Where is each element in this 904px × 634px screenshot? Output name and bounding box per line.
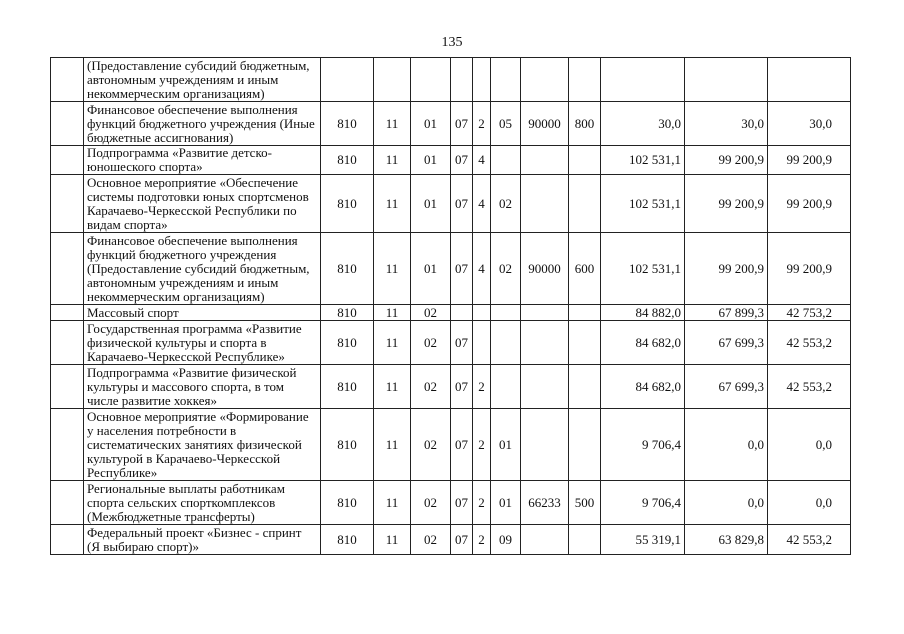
- subsection-code: 01: [411, 175, 451, 233]
- event-code: [491, 305, 521, 321]
- amount-year-3: 42 553,2: [768, 321, 851, 365]
- item-name: Государственная программа «Развитие физической культуры и спорта в Карачаево-Черкесской Республике»: [84, 321, 321, 365]
- amount-year-1: 84 882,0: [601, 305, 685, 321]
- expense-type-code: [569, 305, 601, 321]
- section-code: 11: [374, 102, 411, 146]
- ministry-code: 810: [321, 409, 374, 481]
- item-name: Массовый спорт: [84, 305, 321, 321]
- row-number-cell: [51, 321, 84, 365]
- event-code: 01: [491, 481, 521, 525]
- table-row: [51, 58, 851, 102]
- table-row: [51, 146, 851, 175]
- expense-type-code: [569, 321, 601, 365]
- item-name: Подпрограмма «Развитие детско-юношеского спорта»: [84, 146, 321, 175]
- amount-year-3: 30,0: [768, 102, 851, 146]
- section-code: 11: [374, 175, 411, 233]
- ministry-code: 810: [321, 481, 374, 525]
- expense-type-code: 500: [569, 481, 601, 525]
- expense-type-code: [569, 146, 601, 175]
- item-name: (Предоставление субсидий бюджетным, автономным учреждениям и иным некоммерческим организациям): [84, 58, 321, 102]
- program-code: 07: [451, 233, 473, 305]
- direction-code: [521, 146, 569, 175]
- item-name: Региональные выплаты работникам спорта сельских спорткомплексов (Межбюджетные трансферты): [84, 481, 321, 525]
- table-row: [51, 321, 851, 365]
- program-code: 07: [451, 409, 473, 481]
- subsection-code: 02: [411, 305, 451, 321]
- amount-year-1: 102 531,1: [601, 233, 685, 305]
- amount-year-3: 42 753,2: [768, 305, 851, 321]
- subprogram-code: 4: [473, 175, 491, 233]
- program-code: 07: [451, 525, 473, 555]
- table-row: [51, 233, 851, 305]
- amount-year-1: 55 319,1: [601, 525, 685, 555]
- budget-table: [50, 57, 851, 555]
- program-code: 07: [451, 102, 473, 146]
- amount-year-2: 30,0: [685, 102, 768, 146]
- event-code: 05: [491, 102, 521, 146]
- amount-year-3: 99 200,9: [768, 233, 851, 305]
- program-code: [451, 305, 473, 321]
- table-row: [51, 409, 851, 481]
- subprogram-code: 2: [473, 409, 491, 481]
- program-code: 07: [451, 365, 473, 409]
- direction-code: [521, 321, 569, 365]
- subprogram-code: 2: [473, 481, 491, 525]
- row-number-cell: [51, 305, 84, 321]
- table-row: [51, 481, 851, 525]
- amount-year-1: 102 531,1: [601, 146, 685, 175]
- subprogram-code: [473, 305, 491, 321]
- direction-code: [521, 305, 569, 321]
- amount-year-2: [685, 58, 768, 102]
- amount-year-2: 67 699,3: [685, 321, 768, 365]
- subprogram-code: 4: [473, 233, 491, 305]
- direction-code: [521, 365, 569, 409]
- ministry-code: 810: [321, 146, 374, 175]
- row-number-cell: [51, 58, 84, 102]
- row-number-cell: [51, 233, 84, 305]
- program-code: 07: [451, 321, 473, 365]
- item-name: Подпрограмма «Развитие физической культуры и массового спорта, в том числе развитие хоккея»: [84, 365, 321, 409]
- section-code: [374, 58, 411, 102]
- expense-type-code: 800: [569, 102, 601, 146]
- expense-type-code: 600: [569, 233, 601, 305]
- ministry-code: 810: [321, 102, 374, 146]
- ministry-code: 810: [321, 321, 374, 365]
- table-row: [51, 525, 851, 555]
- event-code: [491, 58, 521, 102]
- section-code: 11: [374, 321, 411, 365]
- row-number-cell: [51, 365, 84, 409]
- direction-code: 90000: [521, 233, 569, 305]
- event-code: [491, 321, 521, 365]
- expense-type-code: [569, 175, 601, 233]
- amount-year-2: 0,0: [685, 409, 768, 481]
- amount-year-1: 9 706,4: [601, 409, 685, 481]
- subprogram-code: 2: [473, 365, 491, 409]
- subsection-code: [411, 58, 451, 102]
- table-row: [51, 175, 851, 233]
- row-number-cell: [51, 102, 84, 146]
- amount-year-3: 0,0: [768, 409, 851, 481]
- direction-code: [521, 58, 569, 102]
- subprogram-code: [473, 321, 491, 365]
- section-code: 11: [374, 233, 411, 305]
- subsection-code: 02: [411, 481, 451, 525]
- table-body: [51, 58, 851, 555]
- amount-year-3: 42 553,2: [768, 525, 851, 555]
- event-code: 01: [491, 409, 521, 481]
- row-number-cell: [51, 175, 84, 233]
- event-code: 02: [491, 233, 521, 305]
- ministry-code: [321, 58, 374, 102]
- row-number-cell: [51, 146, 84, 175]
- subprogram-code: [473, 58, 491, 102]
- amount-year-1: [601, 58, 685, 102]
- section-code: 11: [374, 305, 411, 321]
- amount-year-2: 63 829,8: [685, 525, 768, 555]
- ministry-code: 810: [321, 175, 374, 233]
- amount-year-3: 42 553,2: [768, 365, 851, 409]
- event-code: [491, 146, 521, 175]
- expense-type-code: [569, 58, 601, 102]
- ministry-code: 810: [321, 365, 374, 409]
- direction-code: [521, 409, 569, 481]
- event-code: [491, 365, 521, 409]
- expense-type-code: [569, 365, 601, 409]
- page-number: 135: [441, 35, 463, 50]
- subsection-code: 02: [411, 525, 451, 555]
- amount-year-3: 99 200,9: [768, 175, 851, 233]
- ministry-code: 810: [321, 233, 374, 305]
- subsection-code: 01: [411, 146, 451, 175]
- item-name: Основное мероприятие «Обеспечение системы подготовки юных спортсменов Карачаево-Черкесской Республики по видам спорта»: [84, 175, 321, 233]
- subprogram-code: 2: [473, 102, 491, 146]
- event-code: 09: [491, 525, 521, 555]
- item-name: Федеральный проект «Бизнес - спринт (Я выбираю спорт)»: [84, 525, 321, 555]
- direction-code: 90000: [521, 102, 569, 146]
- row-number-cell: [51, 525, 84, 555]
- amount-year-1: 84 682,0: [601, 321, 685, 365]
- program-code: 07: [451, 175, 473, 233]
- section-code: 11: [374, 525, 411, 555]
- subsection-code: 01: [411, 233, 451, 305]
- expense-type-code: [569, 525, 601, 555]
- amount-year-1: 84 682,0: [601, 365, 685, 409]
- direction-code: 66233: [521, 481, 569, 525]
- amount-year-2: 0,0: [685, 481, 768, 525]
- item-name: Финансовое обеспечение выполнения функций бюджетного учреждения (Предоставление субсидий бюджетным, автономным учреждениям и иным некоммерческим организациям): [84, 233, 321, 305]
- subprogram-code: 4: [473, 146, 491, 175]
- subprogram-code: 2: [473, 525, 491, 555]
- amount-year-1: 30,0: [601, 102, 685, 146]
- amount-year-2: 99 200,9: [685, 175, 768, 233]
- ministry-code: 810: [321, 525, 374, 555]
- program-code: 07: [451, 146, 473, 175]
- amount-year-2: 67 699,3: [685, 365, 768, 409]
- table-row: [51, 102, 851, 146]
- amount-year-2: 99 200,9: [685, 233, 768, 305]
- expense-type-code: [569, 409, 601, 481]
- table-row: [51, 305, 851, 321]
- direction-code: [521, 525, 569, 555]
- table-row: [51, 365, 851, 409]
- ministry-code: 810: [321, 305, 374, 321]
- amount-year-3: 0,0: [768, 481, 851, 525]
- subsection-code: 02: [411, 321, 451, 365]
- row-number-cell: [51, 481, 84, 525]
- item-name: Финансовое обеспечение выполнения функций бюджетного учреждения (Иные бюджетные ассигнования): [84, 102, 321, 146]
- amount-year-3: [768, 58, 851, 102]
- event-code: 02: [491, 175, 521, 233]
- row-number-cell: [51, 409, 84, 481]
- section-code: 11: [374, 409, 411, 481]
- program-code: 07: [451, 481, 473, 525]
- subsection-code: 02: [411, 409, 451, 481]
- amount-year-2: 99 200,9: [685, 146, 768, 175]
- direction-code: [521, 175, 569, 233]
- subsection-code: 01: [411, 102, 451, 146]
- amount-year-1: 9 706,4: [601, 481, 685, 525]
- amount-year-1: 102 531,1: [601, 175, 685, 233]
- amount-year-2: 67 899,3: [685, 305, 768, 321]
- amount-year-3: 99 200,9: [768, 146, 851, 175]
- section-code: 11: [374, 481, 411, 525]
- subsection-code: 02: [411, 365, 451, 409]
- item-name: Основное мероприятие «Формирование у населения потребности в систематических занятиях физической культурой в Карачаево-Черкесской Республике»: [84, 409, 321, 481]
- program-code: [451, 58, 473, 102]
- section-code: 11: [374, 146, 411, 175]
- section-code: 11: [374, 365, 411, 409]
